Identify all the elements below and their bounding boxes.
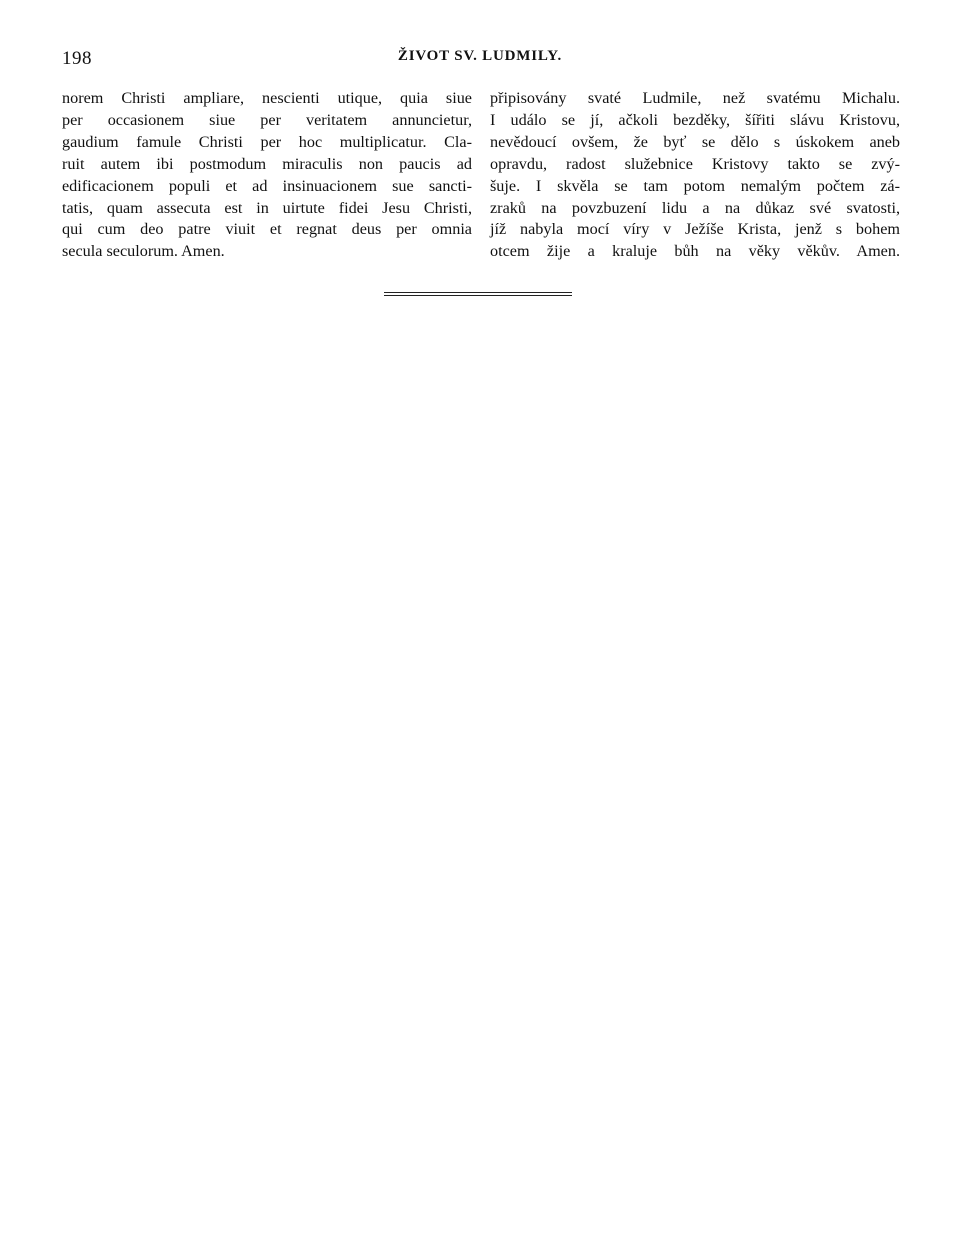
latin-line: qui cum deo patre viuit et regnat deus per omnia [62,220,472,239]
czech-line: otcem žije a kraluje bůh na věky věkův. Amen. [490,242,900,261]
rule-line-bottom [384,295,572,296]
czech-line: šuje. I skvěla se tam potom nemalým počtem zá- [490,176,900,195]
latin-line: ruit autem ibi postmodum miraculis non paucis ad [62,154,472,173]
latin-line: edificacionem populi et ad insinuacionem sue sancti- [62,176,472,195]
czech-text-column [490,88,900,263]
czech-line: opravdu, radost služebnice Kristovy takto se zvý- [490,154,900,173]
czech-line: jíž nabyla mocí víry v Ježíše Krista, jenž s bohem [490,220,900,239]
latin-line: per occasionem siue per veritatem annuncietur, [62,110,472,129]
czech-line: I událo se jí, ačkoli bezděky, šířiti slávu Kristovu, [490,110,900,129]
czech-line: připisovány svaté Ludmile, než svatému Michalu. [490,89,900,107]
running-title: ŽIVOT SV. LUDMILY. [397,48,563,64]
rule-line-top [384,292,572,293]
latin-line: norem Christi ampliare, nescienti utique, quia siue [62,89,472,107]
section-end-rule [384,292,572,296]
latin-text-column [62,88,472,263]
latin-line: tatis, quam assecuta est in uirtute fidei Jesu Christi, [62,198,472,217]
page-number: 198 [62,48,92,69]
czech-line: nevědoucí ovšem, že byť se dělo s úskokem aneb [490,132,900,151]
latin-line: secula seculorum. Amen. [62,242,225,261]
czech-line: zraků na povzbuzení lidu a na důkaz své svatosti, [490,198,900,217]
latin-line: gaudium famule Christi per hoc multiplicatur. Cla- [62,132,472,151]
